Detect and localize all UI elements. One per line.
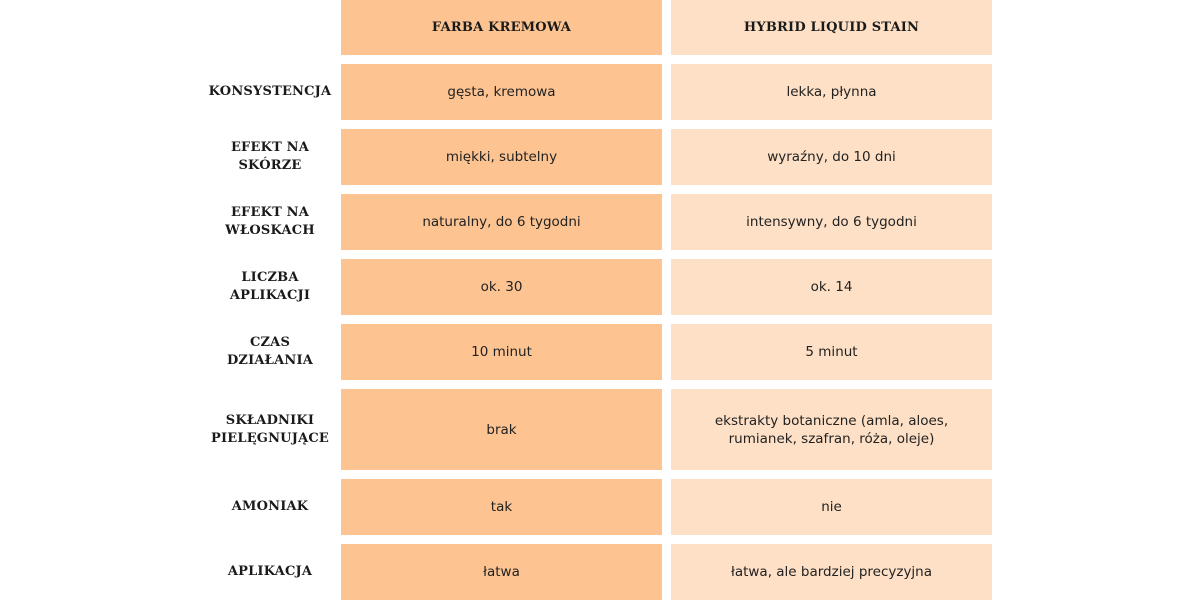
header-label-farba-kremowa: FARBA KREMOWA [431,20,572,35]
cell-farba-kremowa [341,544,662,600]
row-label: CZAS DZIAŁANIA [226,335,314,368]
row-label: SKŁADNIKI PIELĘGNUJĄCE [210,412,330,446]
cell-value: tak [490,499,513,515]
cell-value: nie [821,499,842,515]
cell-value: łatwa, ale bardziej precyzyjna [730,564,933,580]
cell-hybrid-liquid-stain [671,64,992,120]
row-label: EFEKT NA SKÓRZE [230,140,310,173]
cell-hybrid-liquid-stain [671,324,992,380]
cell-farba-kremowa [341,389,662,470]
cell-value: ok. 14 [810,279,853,295]
cell-farba-kremowa [341,259,662,315]
cell-value: 5 minut [805,344,858,360]
cell-value: miękki, subtelny [445,149,558,165]
cell-value: intensywny, do 6 tygodni [746,214,917,230]
cell-hybrid-liquid-stain [671,544,992,600]
row-label: EFEKT NA WŁOSKACH [225,205,315,238]
cell-value: 10 minut [471,344,532,360]
cell-farba-kremowa [341,129,662,185]
cell-value: brak [486,421,517,438]
row-label: APLIKACJA [227,564,313,579]
cell-farba-kremowa [341,324,662,380]
cell-hybrid-liquid-stain [671,259,992,315]
cell-value: łatwa [483,564,520,580]
header-cell-hybrid-liquid-stain [671,0,992,55]
header-cell-farba-kremowa [341,0,662,55]
row-label: LICZBA APLIKACJI [229,270,311,303]
cell-hybrid-liquid-stain [671,194,992,250]
cell-hybrid-liquid-stain [671,129,992,185]
cell-value: lekka, płynna [786,84,877,100]
row-label: AMONIAK [231,499,309,514]
row-label: KONSYSTENCJA [208,84,332,99]
cell-value: ekstrakty botaniczne (amla, aloes, rumianek, szafran, róża, oleje) [714,412,949,447]
cell-value: gęsta, kremowa [447,84,556,100]
cell-farba-kremowa [341,64,662,120]
cell-value: ok. 30 [480,279,523,295]
cell-value: naturalny, do 6 tygodni [422,214,581,230]
cell-hybrid-liquid-stain [671,479,992,535]
cell-value: wyraźny, do 10 dni [767,149,896,165]
cell-hybrid-liquid-stain [671,389,992,470]
header-label-hybrid-liquid-stain: HYBRID LIQUID STAIN [743,20,920,35]
cell-farba-kremowa [341,194,662,250]
cell-farba-kremowa [341,479,662,535]
